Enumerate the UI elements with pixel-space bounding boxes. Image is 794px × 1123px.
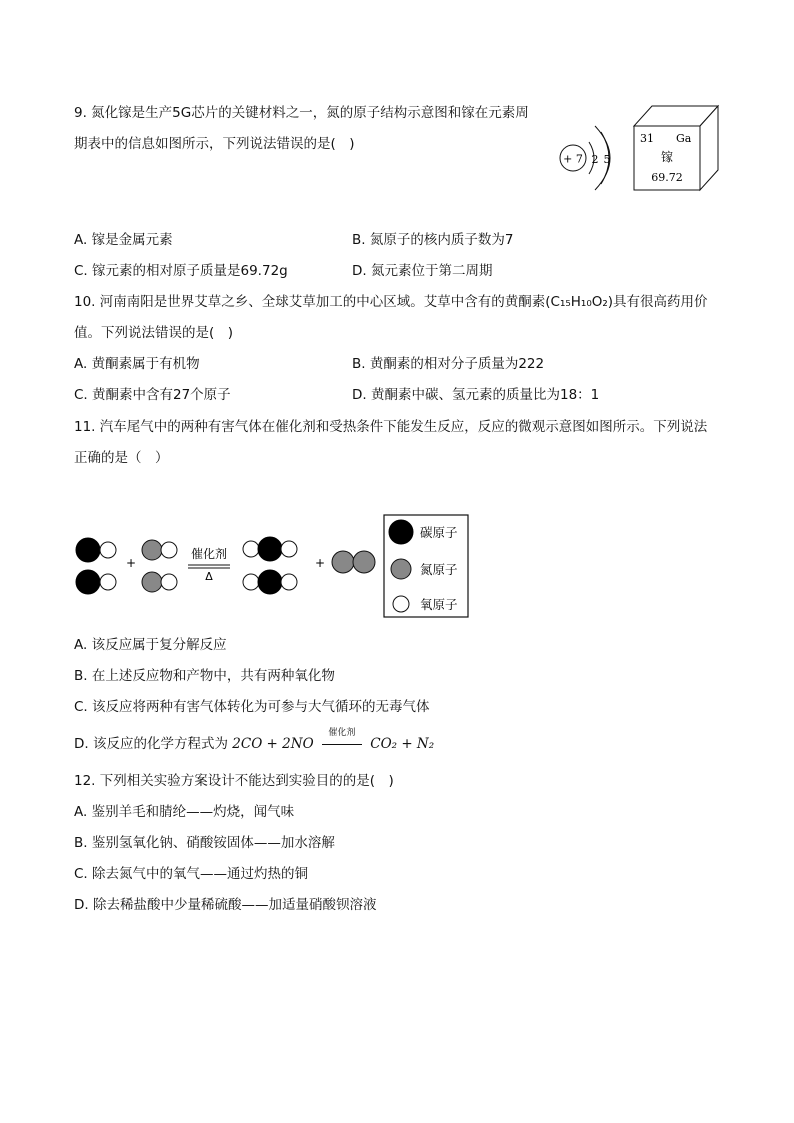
q11-option-d-prefix: D. 该反应的化学方程式为 xyxy=(74,736,228,752)
shell2-electrons: 5 xyxy=(603,153,611,166)
co-molecule-bottom xyxy=(76,570,116,594)
no-molecule-bottom xyxy=(142,572,177,592)
equation-lhs: 2CO + 2NO xyxy=(232,736,314,752)
element-symbol: Ga xyxy=(676,132,692,145)
q10-option-c: C. 黄酮素中含有27个原子 xyxy=(74,387,231,403)
q12-option-c: C. 除去氮气中的氧气——通过灼热的铜 xyxy=(74,866,309,882)
co2-molecule-bottom xyxy=(243,570,297,594)
plus-sign-2: + xyxy=(314,556,326,570)
heat-symbol: Δ xyxy=(205,570,213,583)
nitrogen-atom-diagram xyxy=(555,118,625,198)
catalyst-label: 催化剂 xyxy=(190,547,228,561)
legend-nitrogen-swatch xyxy=(391,559,411,579)
q12-option-d: D. 除去稀盐酸中少量稀硫酸——加适量硝酸钡溶液 xyxy=(74,897,377,913)
q10-option-a: A. 黄酮素属于有机物 xyxy=(74,356,200,372)
q9-option-c: C. 镓元素的相对原子质量是69.72g xyxy=(74,263,288,279)
q12-option-a: A. 鉴别羊毛和腈纶——灼烧，闻气味 xyxy=(74,804,295,820)
co-molecule-top xyxy=(76,538,116,562)
q11-option-c: C. 该反应将两种有害气体转化为可参与大气循环的无毒气体 xyxy=(74,699,430,715)
shell1-electrons: 2 xyxy=(591,153,599,166)
q9-stem-line1: 9. 氮化镓是生产5G芯片的关键材料之一，氮的原子结构示意图和镓在元素周 xyxy=(74,105,529,121)
plus-sign-1: + xyxy=(125,556,137,570)
q9-option-d: D. 氮元素位于第二周期 xyxy=(352,263,493,279)
element-name: 镓 xyxy=(660,150,674,164)
nucleus-charge: + 7 xyxy=(563,152,583,166)
q11-option-b: B. 在上述反应物和产物中，共有两种氧化物 xyxy=(74,668,335,684)
gallium-element-card xyxy=(630,100,722,194)
q12-stem: 12. 下列相关实验方案设计不能达到实验目的的是( ) xyxy=(74,773,394,789)
equation-rhs: CO₂ + N₂ xyxy=(370,736,435,752)
no-molecule-top xyxy=(142,540,177,560)
q11-option-a: A. 该反应属于复分解反应 xyxy=(74,637,227,653)
legend-carbon-label: 碳原子 xyxy=(420,525,458,540)
q11-option-d xyxy=(74,728,435,753)
legend-carbon-swatch xyxy=(389,520,413,544)
n2-molecule xyxy=(332,551,375,573)
legend-nitrogen-label: 氮原子 xyxy=(420,562,458,577)
equation-condition: 催化剂 xyxy=(328,728,356,738)
q10-stem-line2: 值。下列说法错误的是( ) xyxy=(74,325,234,341)
q10-stem-line1: 10. 河南南阳是世界艾草之乡、全球艾草加工的中心区域。艾草中含有的黄酮素(C₁₅H₁₀O₂)具有很高药用价 xyxy=(74,294,708,310)
q11-stem-line2: 正确的是（ ） xyxy=(74,450,169,466)
equation-arrow xyxy=(321,728,363,753)
element-mass: 69.72 xyxy=(651,171,683,184)
q9-option-a: A. 镓是金属元素 xyxy=(74,232,173,248)
q12-option-b: B. 鉴别氢氧化钠、硝酸铵固体——加水溶解 xyxy=(74,835,335,851)
legend-oxygen-swatch xyxy=(393,596,409,612)
legend-oxygen-label: 氧原子 xyxy=(420,597,458,612)
co2-molecule-top xyxy=(243,537,297,561)
q11-stem-line1: 11. 汽车尾气中的两种有害气体在催化剂和受热条件下能发生反应，反应的微观示意图如图所示。下列说法 xyxy=(74,419,708,435)
reaction-diagram xyxy=(70,512,470,622)
q10-option-d: D. 黄酮素中碳、氢元素的质量比为18：1 xyxy=(352,387,600,403)
q9-option-b: B. 氮原子的核内质子数为7 xyxy=(352,232,514,248)
element-atomic-number: 31 xyxy=(640,132,654,145)
q10-option-b: B. 黄酮素的相对分子质量为222 xyxy=(352,356,545,372)
q9-stem-line2: 期表中的信息如图所示，下列说法错误的是( ) xyxy=(74,136,355,152)
